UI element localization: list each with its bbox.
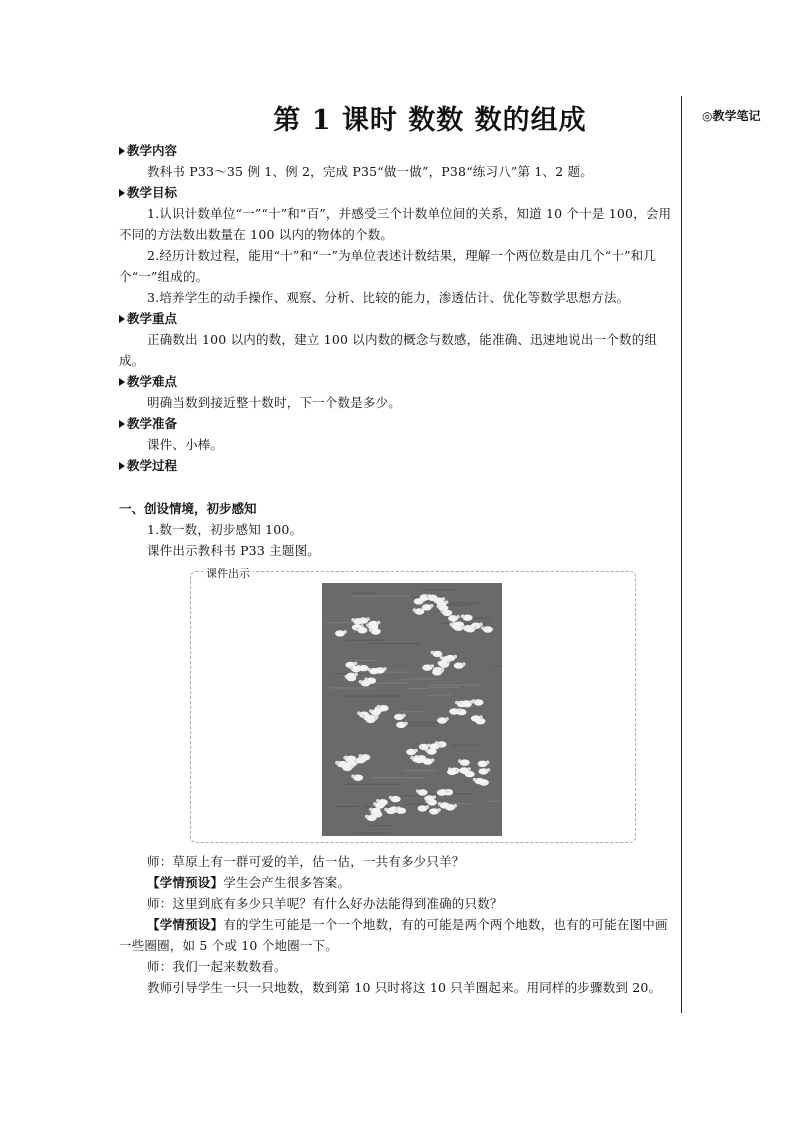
courseware-box: [190, 567, 636, 843]
triangle-bullet-icon: [119, 189, 125, 197]
preparation-text: 课件、小棒。: [147, 437, 224, 452]
page-title: 第 1 课时 数数 数的组成: [273, 105, 587, 136]
part1-title: 一、创设情境，初步感知: [119, 501, 257, 516]
key-points-text: 正确数出 100 以内的数，建立 100 以内数的概念与数感，能准确、迅速地说出一个数的组成。: [119, 332, 658, 368]
section-heading-preparation: 教学准备: [119, 413, 679, 434]
difficulty-text: 明确当数到接近整十数时，下一个数是多少。: [147, 395, 402, 410]
goal-item-1: 1.认识计数单位“一”“十”和“百”，并感受三个计数单位间的关系，知道 10 个十是 100，会用不同的方法数出数量在 100 以内的物体的个数。: [119, 206, 672, 242]
section-heading-content: 教学内容: [119, 140, 679, 161]
content-text: 教科书 P33～35 例 1、例 2，完成 P35“做一做”，P38“练习八”第 1、2 题。: [147, 164, 593, 179]
part1-step1: 1.数一数，初步感知 100。: [147, 522, 303, 537]
preset-label: 【学情预设】: [147, 917, 224, 932]
triangle-bullet-icon: [119, 462, 125, 470]
notes-column-divider: [681, 96, 682, 1013]
preset-line-2: 【学情预设】有的学生可能是一个一个地数，有的可能是两个两个地数，也有的可能在图中画一些圈圈，如 5 个或 10 个地圈一下。: [119, 917, 668, 953]
section-heading-difficulty: 教学难点: [119, 371, 679, 392]
sheep-herd-image: [322, 583, 502, 836]
goal-item-2: 2.经历计数过程，能用“十”和“一”为单位表述计数结果，理解一个两位数是由几个“十”和几个“一”组成的。: [119, 248, 657, 284]
lesson-body: [119, 140, 679, 998]
section-heading-process: 教学过程: [119, 455, 679, 476]
teacher-line-1: 师：草原上有一群可爱的羊，估一估，一共有多少只羊？: [147, 854, 465, 869]
goal-item-3: 3.培养学生的动手操作、观察、分析、比较的能力，渗透估计、优化等数学思想方法。: [147, 290, 630, 305]
triangle-bullet-icon: [119, 420, 125, 428]
section-heading-key-points: 教学重点: [119, 308, 679, 329]
sheep-herd-illustration: [322, 583, 502, 836]
triangle-bullet-icon: [119, 315, 125, 323]
teacher-line-3: 师：我们一起来数数看。: [147, 959, 287, 974]
teaching-notes-label: ◎教学笔记: [702, 109, 761, 123]
section-heading-goals: 教学目标: [119, 182, 679, 203]
part1-show: 课件出示教科书 P33 主题图。: [147, 543, 320, 558]
triangle-bullet-icon: [119, 147, 125, 155]
preset-label: 【学情预设】: [147, 875, 224, 890]
guide-line: 教师引导学生一只一只地数，数到第 10 只时将这 10 只羊圈起来。用同样的步骤数到 20。: [147, 980, 662, 995]
courseware-label: 课件出示: [203, 563, 253, 584]
preset-line-1: 【学情预设】学生会产生很多答案。: [147, 875, 351, 890]
triangle-bullet-icon: [119, 378, 125, 386]
teacher-line-2: 师：这里到底有多少只羊呢？有什么好办法能得到准确的只数？: [147, 896, 503, 911]
